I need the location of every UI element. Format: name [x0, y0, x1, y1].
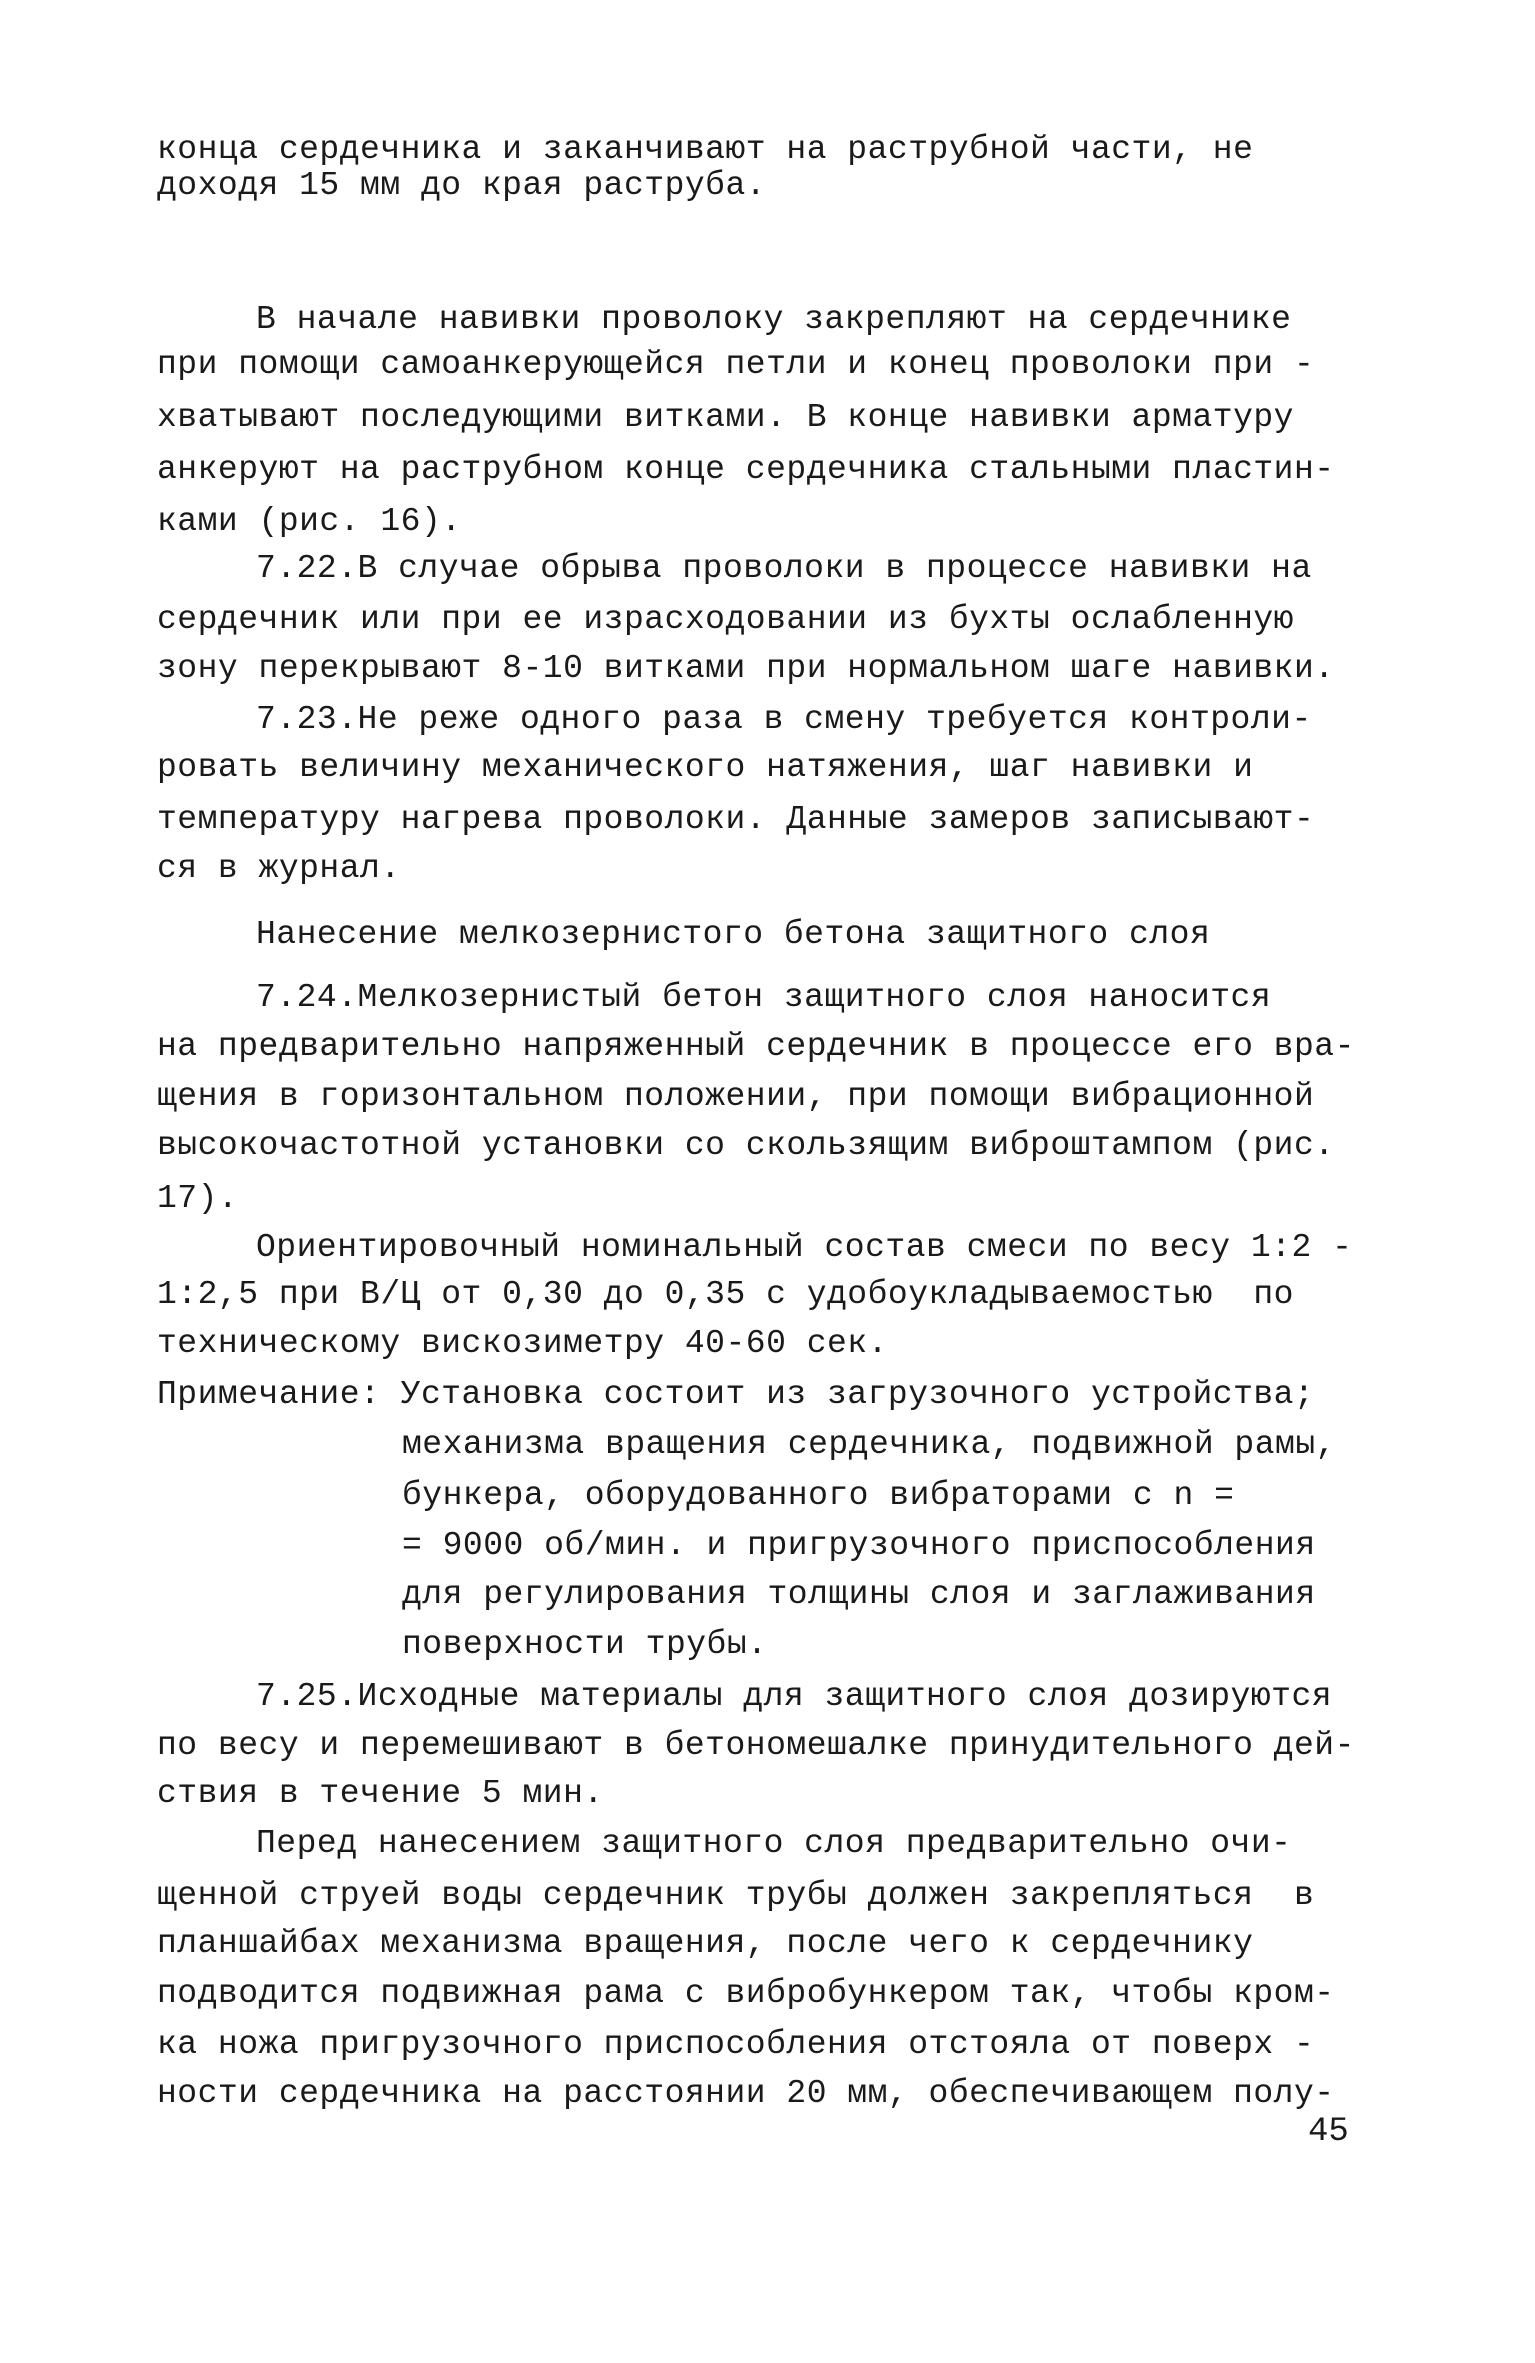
text-line: 17). [157, 1180, 239, 1217]
text-line: сердечник или при ее израсходовании из бухты ослабленную [157, 601, 1294, 638]
text-line: Перед нанесением защитного слоя предварительно очи- [256, 1825, 1292, 1862]
text-line: конца сердечника и заканчивают на раструбной части, не [157, 131, 1254, 168]
text-line: температуру нагрева проволоки. Данные замеров записывают- [157, 801, 1315, 838]
text-line: Ориентировочный номинальный состав смеси по весу 1:2 - [256, 1229, 1353, 1266]
text-line: зону перекрывают 8-10 витками при нормальном шаге навивки. [157, 650, 1335, 687]
text-line: ности сердечника на расстоянии 20 мм, обеспечивающем полу- [157, 2075, 1335, 2112]
text-line: высокочастотной установки со скользящим виброштампом (рис. [157, 1127, 1335, 1164]
page-number: 45 [1308, 2113, 1349, 2151]
note-line: Примечание: Установка состоит из загрузочного устройства; [157, 1376, 1315, 1413]
text-line: ками (рис. 16). [157, 503, 462, 540]
text-line: ровать величину механического натяжения, шаг навивки и [157, 749, 1254, 786]
note-line: для регулирования толщины слоя и заглаживания [402, 1576, 1316, 1613]
note-line: бункера, оборудованного вибраторами с n = [402, 1477, 1235, 1514]
text-line: щения в горизонтальном положении, при помощи вибрационной [157, 1078, 1315, 1115]
text-line: по весу и перемешивают в бетономешалке принудительного дей- [157, 1727, 1355, 1764]
text-line: 7.23.Не реже одного раза в смену требуется контроли- [256, 701, 1312, 738]
text-line: В начале навивки проволоку закрепляют на сердечнике [256, 301, 1292, 338]
text-line: анкеруют на раструбном конце сердечника стальными пластин- [157, 451, 1335, 488]
text-line: ся в журнал. [157, 850, 401, 887]
text-line: ствия в течение 5 мин. [157, 1775, 604, 1812]
text-line: 7.25.Исходные материалы для защитного слоя дозируются [256, 1678, 1333, 1715]
text-line: техническому вискозиметру 40-60 сек. [157, 1325, 888, 1362]
text-line: щенной струей воды сердечник трубы должен закрепляться в [157, 1877, 1315, 1914]
text-line: ка ножа пригрузочного приспособления отстояла от поверх - [157, 2026, 1315, 2063]
text-line: при помощи самоанкерующейся петли и конец проволоки при - [157, 346, 1315, 383]
text-line: на предварительно напряженный сердечник в процессе его вра- [157, 1028, 1355, 1065]
text-line: 1:2,5 при В/Ц от 0,30 до 0,35 с удобоукладываемостью по [157, 1276, 1294, 1313]
note-line: поверхности трубы. [402, 1626, 768, 1663]
text-line: 7.22.В случае обрыва проволоки в процессе навивки на [256, 550, 1312, 587]
text-line: хватывают последующими витками. В конце навивки арматуру [157, 399, 1294, 436]
text-line: подводится подвижная рама с вибробункером так, чтобы кром- [157, 1975, 1335, 2012]
section-heading: Нанесение мелкозернистого бетона защитного слоя [256, 916, 1211, 953]
text-line: планшайбах механизма вращения, после чего к сердечнику [157, 1925, 1254, 1962]
note-line: механизма вращения сердечника, подвижной рамы, [402, 1426, 1336, 1463]
text-line: 7.24.Мелкозернистый бетон защитного слоя наносится [256, 979, 1272, 1016]
note-line: = 9000 об/мин. и пригрузочного приспособления [402, 1527, 1316, 1564]
text-line: доходя 15 мм до края раструба. [157, 167, 767, 204]
